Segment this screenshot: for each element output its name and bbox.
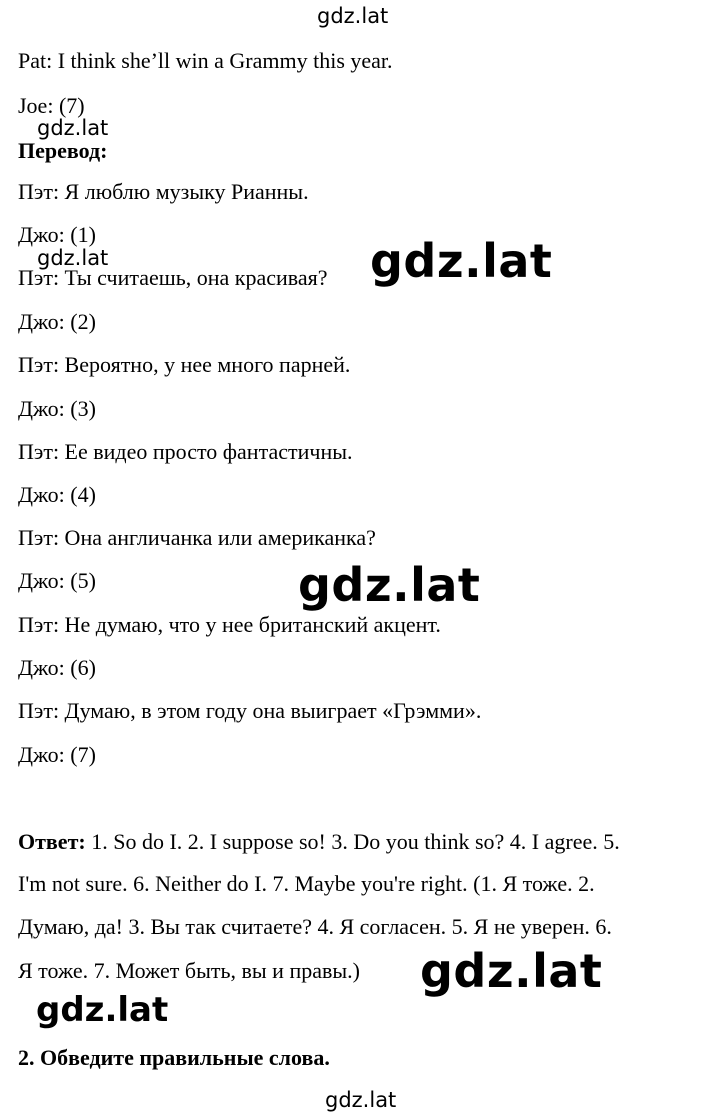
- dialogue-line-ru: Джо: (1): [18, 222, 96, 247]
- dialogue-line-ru: Пэт: Ты считаешь, она красивая?: [18, 265, 328, 290]
- translation-heading: Перевод:: [18, 138, 108, 163]
- dialogue-line-ru: Пэт: Думаю, в этом году она выиграет «Грэмми».: [18, 698, 482, 723]
- dialogue-line-ru: Джо: (5): [18, 568, 96, 593]
- watermark: gdz.lat: [317, 4, 389, 28]
- answer-line: Думаю, да! 3. Вы так считаете? 4. Я согласен. 5. Я не уверен. 6.: [18, 914, 612, 939]
- answer-text: 1. So do I. 2. I suppose so! 3. Do you think so? 4. I agree. 5.: [85, 829, 620, 854]
- watermark: gdz.lat: [298, 558, 481, 612]
- dialogue-line-ru: Пэт: Не думаю, что у нее британский акцент.: [18, 612, 441, 637]
- watermark: gdz.lat: [370, 234, 553, 288]
- dialogue-line-pat-en: Pat: I think she’ll win a Grammy this year.: [18, 48, 393, 73]
- answer-line: Я тоже. 7. Может быть, вы и правы.): [18, 958, 360, 983]
- watermark: gdz.lat: [420, 944, 603, 998]
- dialogue-line-ru: Пэт: Вероятно, у нее много парней.: [18, 352, 351, 377]
- watermark: gdz.lat: [37, 116, 109, 140]
- watermark: gdz.lat: [325, 1088, 397, 1112]
- dialogue-line-ru: Пэт: Она англичанка или американка?: [18, 525, 376, 550]
- answer-line: [18, 829, 620, 855]
- dialogue-line-joe-en: Joe: (7): [18, 93, 85, 118]
- next-task-heading: 2. Обведите правильные слова.: [18, 1045, 330, 1070]
- dialogue-line-ru: Пэт: Я люблю музыку Рианны.: [18, 179, 309, 204]
- watermark: gdz.lat: [37, 246, 109, 270]
- answer-label: Ответ:: [18, 829, 86, 854]
- dialogue-line-ru: Джо: (2): [18, 309, 96, 334]
- dialogue-line-ru: Джо: (6): [18, 655, 96, 680]
- dialogue-line-ru: Пэт: Ее видео просто фантастичны.: [18, 439, 353, 464]
- dialogue-line-ru: Джо: (7): [18, 742, 96, 767]
- answer-line: I'm not sure. 6. Neither do I. 7. Maybe you're right. (1. Я тоже. 2.: [18, 871, 595, 896]
- dialogue-line-ru: Джо: (4): [18, 482, 96, 507]
- watermark: gdz.lat: [36, 990, 169, 1030]
- dialogue-line-ru: Джо: (3): [18, 396, 96, 421]
